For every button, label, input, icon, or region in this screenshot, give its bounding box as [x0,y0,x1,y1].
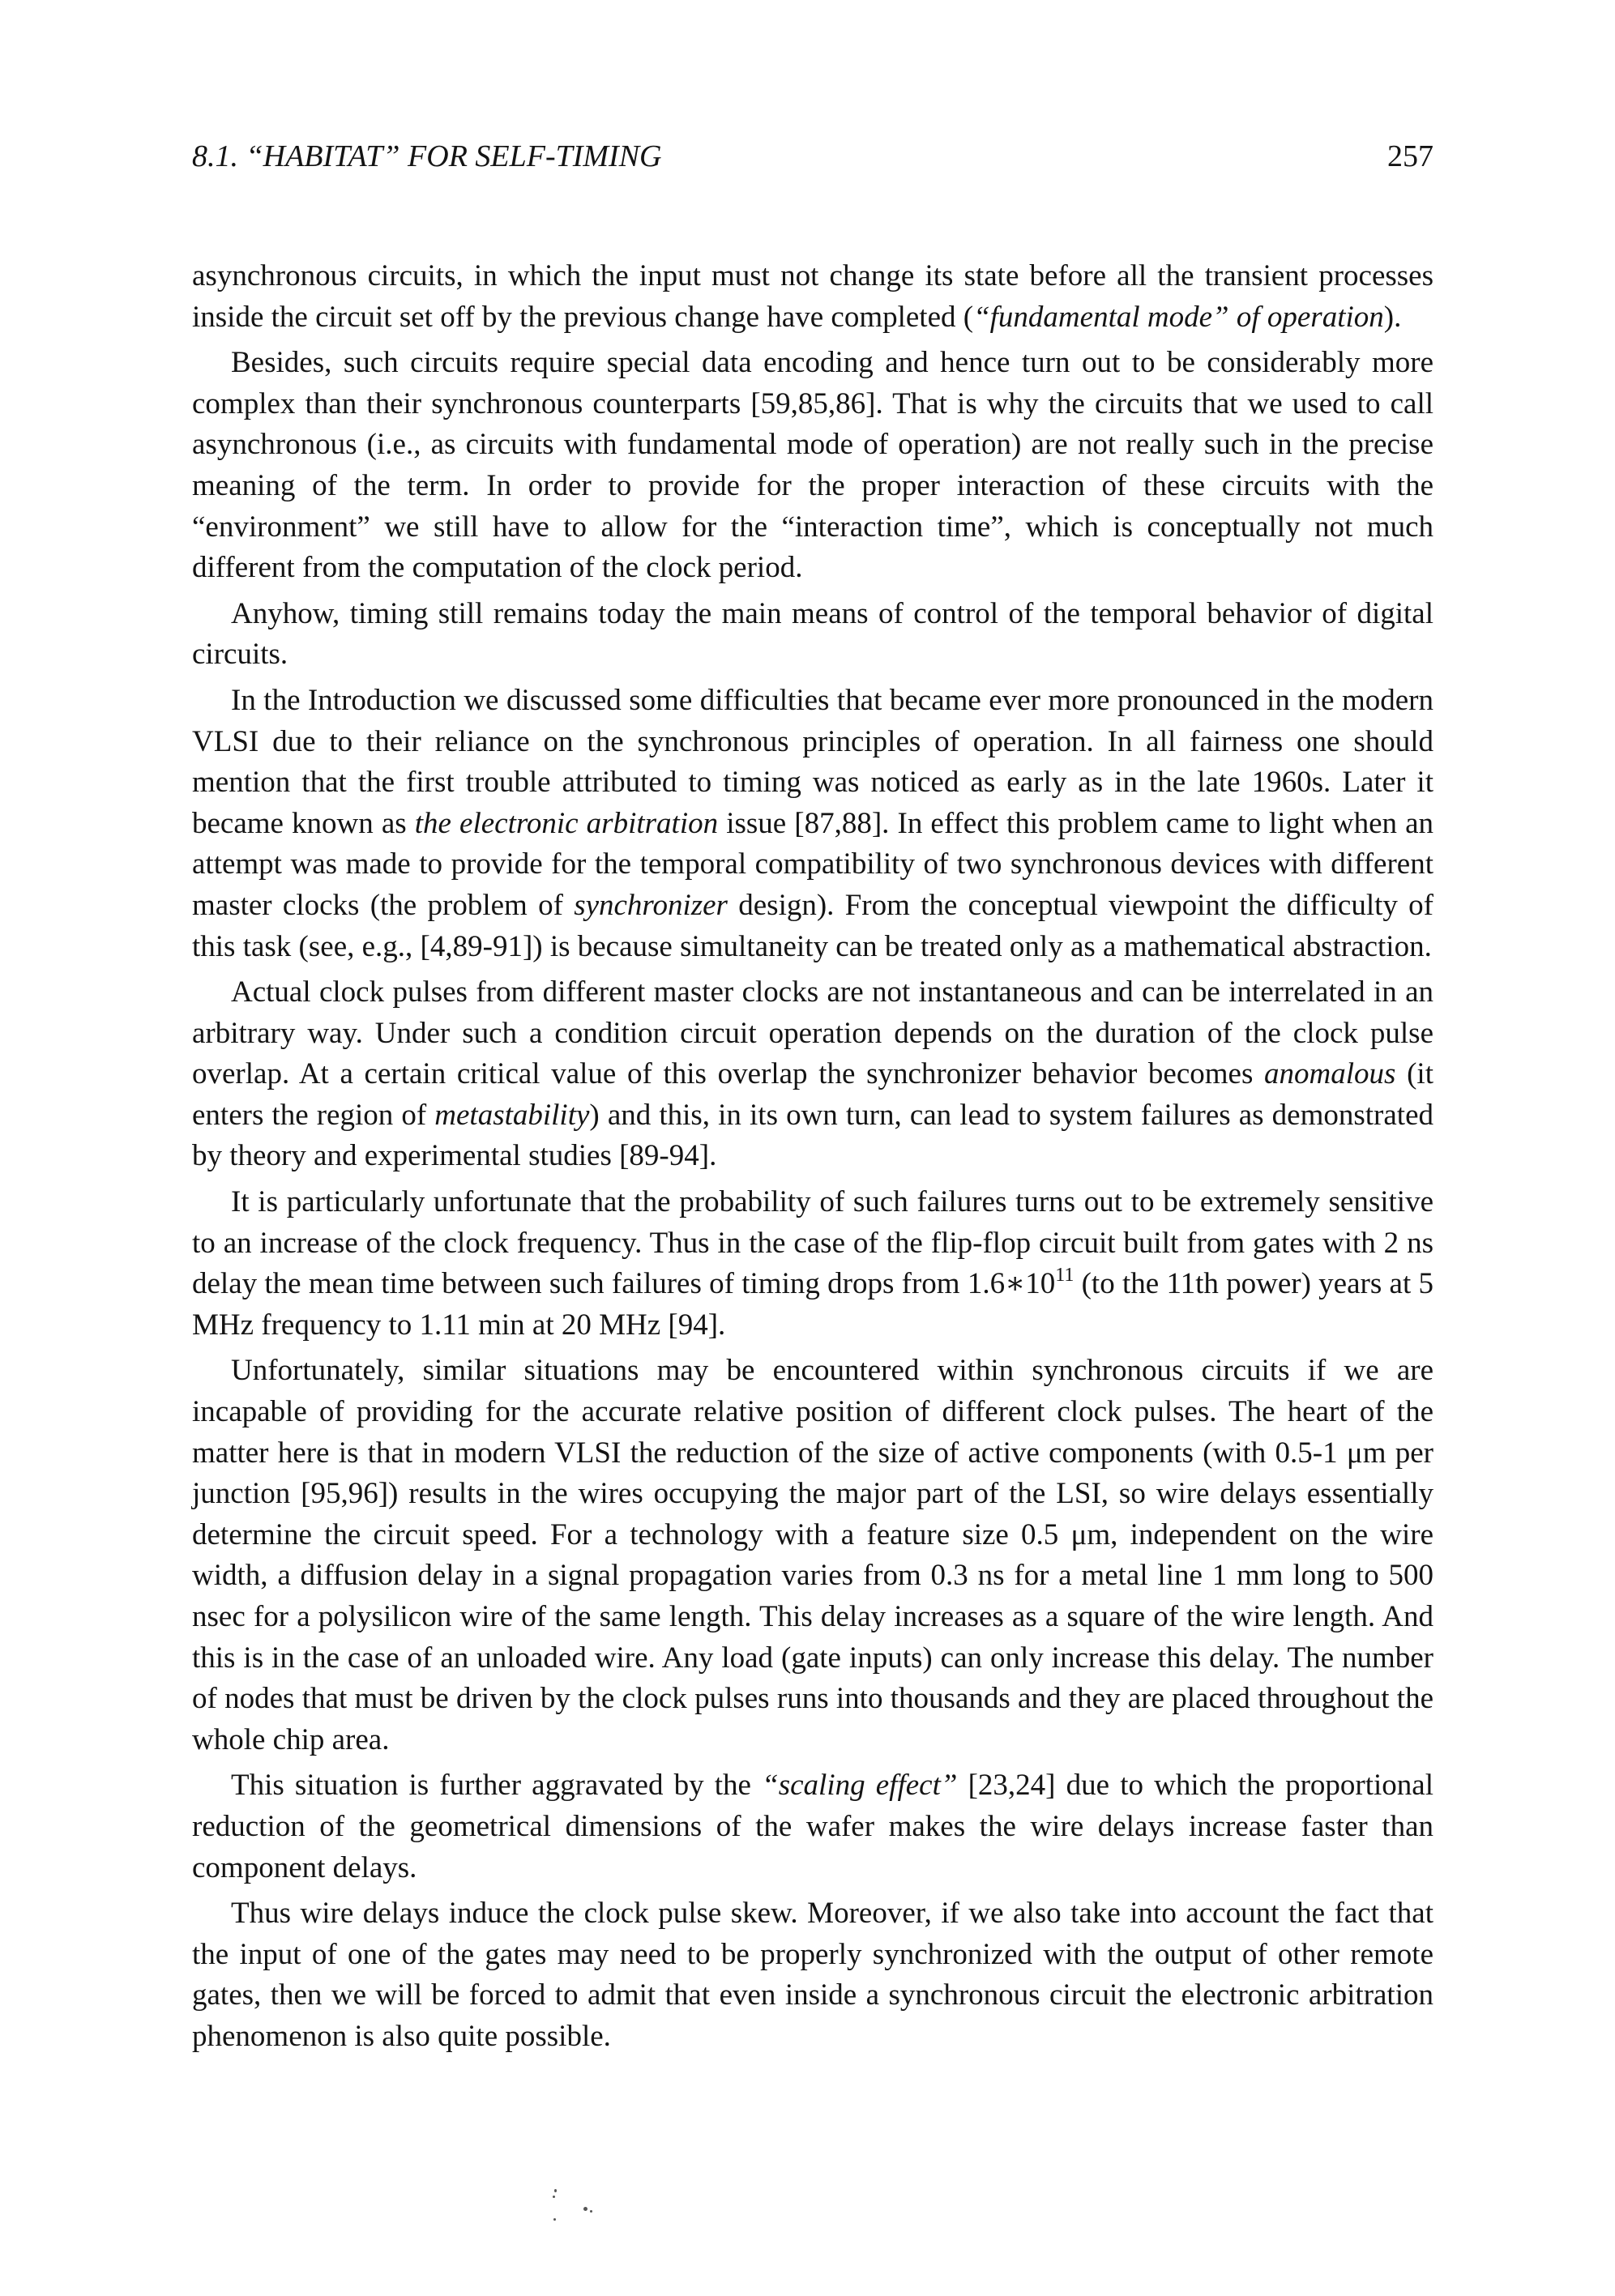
emphasis-synchronizer: synchronizer [574,888,728,922]
scan-speck [583,2207,587,2211]
emphasis-anomalous: anomalous [1264,1057,1396,1091]
scan-speck [553,2218,556,2221]
page-header [192,132,1433,181]
exponent: 11 [1055,1264,1075,1286]
paragraph-5: Actual clock pulses from different master clocks are not instantaneous and can be interrelated in an arbitrary way. Under such a condition circuit operation depends on the duration of the clock pulse overlap. At a certain critical value of this overlap the synchronizer behavior becomes anomalous (it enters the region of metastability) and this, in its own turn, can lead to system failures as demonstrated by theory and experimental studies [89-94]. [192,975,1433,1173]
paragraph-6: It is particularly unfortunate that the probability of such failures turns out to be extremely sensitive to an increase of the clock frequency. Thus in the case of the flip-flop circuit built from gates with 2 ns delay the mean time between such failures of timing drops from $1.6∗10^{11}$ (to the 11th power) years at 5 MHz frequency to 1.11 min at 20 MHz [94]. [192,1185,1433,1342]
paragraph-3: Anyhow, timing still remains today the main means of control of the temporal behavior of digital circuits. [192,596,1433,672]
paragraph-4: In the Introduction we discussed some difficulties that became ever more pronounced in the modern VLSI due to their reliance on the synchronous principles of operation. In all fairness one should mention that the first trouble attributed to timing was noticed as early as in the late 1960s. Later it became known as the electronic arbitration issue [87,88]. In effect this problem came to light when an attempt was made to provide for the temporal compatibility of two synchronous devices with different master clocks (the problem of synchronizer design). From the conceptual viewpoint the difficulty of this task (see, e.g., [4,89-91]) is because simultaneity can be treated only as a mathematical abstraction. [192,683,1434,963]
scan-speck [554,2189,557,2192]
emphasis-electronic-arbitration: the electronic arbitration [414,806,719,840]
page-number: 257 [1387,139,1433,173]
emphasis-metastability: metastability [434,1098,590,1132]
paragraph-9: Thus wire delays induce the clock pulse skew. Moreover, if we also take into account the fact that the input of one of the gates may need to be properly synchronized with the output of other remote gates, then we will be forced to admit that even inside a synchronous circuit the electronic arbitration phenomenon is also quite possible. [192,1897,1433,2053]
emphasis-scaling-effect: “scaling effect” [762,1769,958,1803]
paragraph-8: This situation is further aggravated by the “scaling effect” [23,24] due to which the proportional reduction of the geometrical dimensions of the wafer makes the wire delays increase faster than component delays. [192,1769,1433,1884]
scan-speck [590,2210,592,2213]
paragraph-7: Unfortunately, similar situations may be encountered within synchronous circuits if we are incapable of providing for the accurate relative position of different clock pulses. The heart of the matter here is that in modern VLSI the reduction of the size of active components (with 0.5-1 μm per junction [95,96]) results in the wires occupying the major part of the LSI, so wire delays essentially determine the circuit speed. For a technology with a feature size 0.5 μm, independent on the wire width, a diffusion delay in a signal propagation varies from 0.3 ns for a metal line 1 mm long to 500 nsec for a polysilicon wire of the same length. This delay increases as a square of the wire length. And this is in the case of an unloaded wire. Any load (gate inputs) can only increase this delay. The number of nodes that must be driven by the clock pulses runs into thousands and they are placed throughout the whole chip area. [192,1354,1433,1756]
scan-speck [553,2196,555,2198]
emphasis-fundamental-mode: “fundamental mode” of operation [973,300,1384,334]
paragraph-2: Besides, such circuits require special data encoding and hence turn out to be considerably more complex than their synchronous counterparts [59,85,86]. That is why the circuits that we used to call asynchronous (i.e., as circuits with fundamental mode of operation) are not really such in the precise meaning of the term. In order to provide for the proper interaction of these circuits with the “environment” we still have to allow for the “interaction time”, which is conceptually not much different from the computation of the clock period. [192,346,1433,585]
paragraph-1: asynchronous circuits, in which the input must not change its state before all the transient processes inside the circuit set off by the previous change have completed (“fundamental mode” of operation). [192,259,1433,334]
body-text [192,256,1433,2063]
scan-specks [551,2187,616,2236]
running-head: 8.1. “HABITAT” FOR SELF-TIMING [192,139,662,173]
